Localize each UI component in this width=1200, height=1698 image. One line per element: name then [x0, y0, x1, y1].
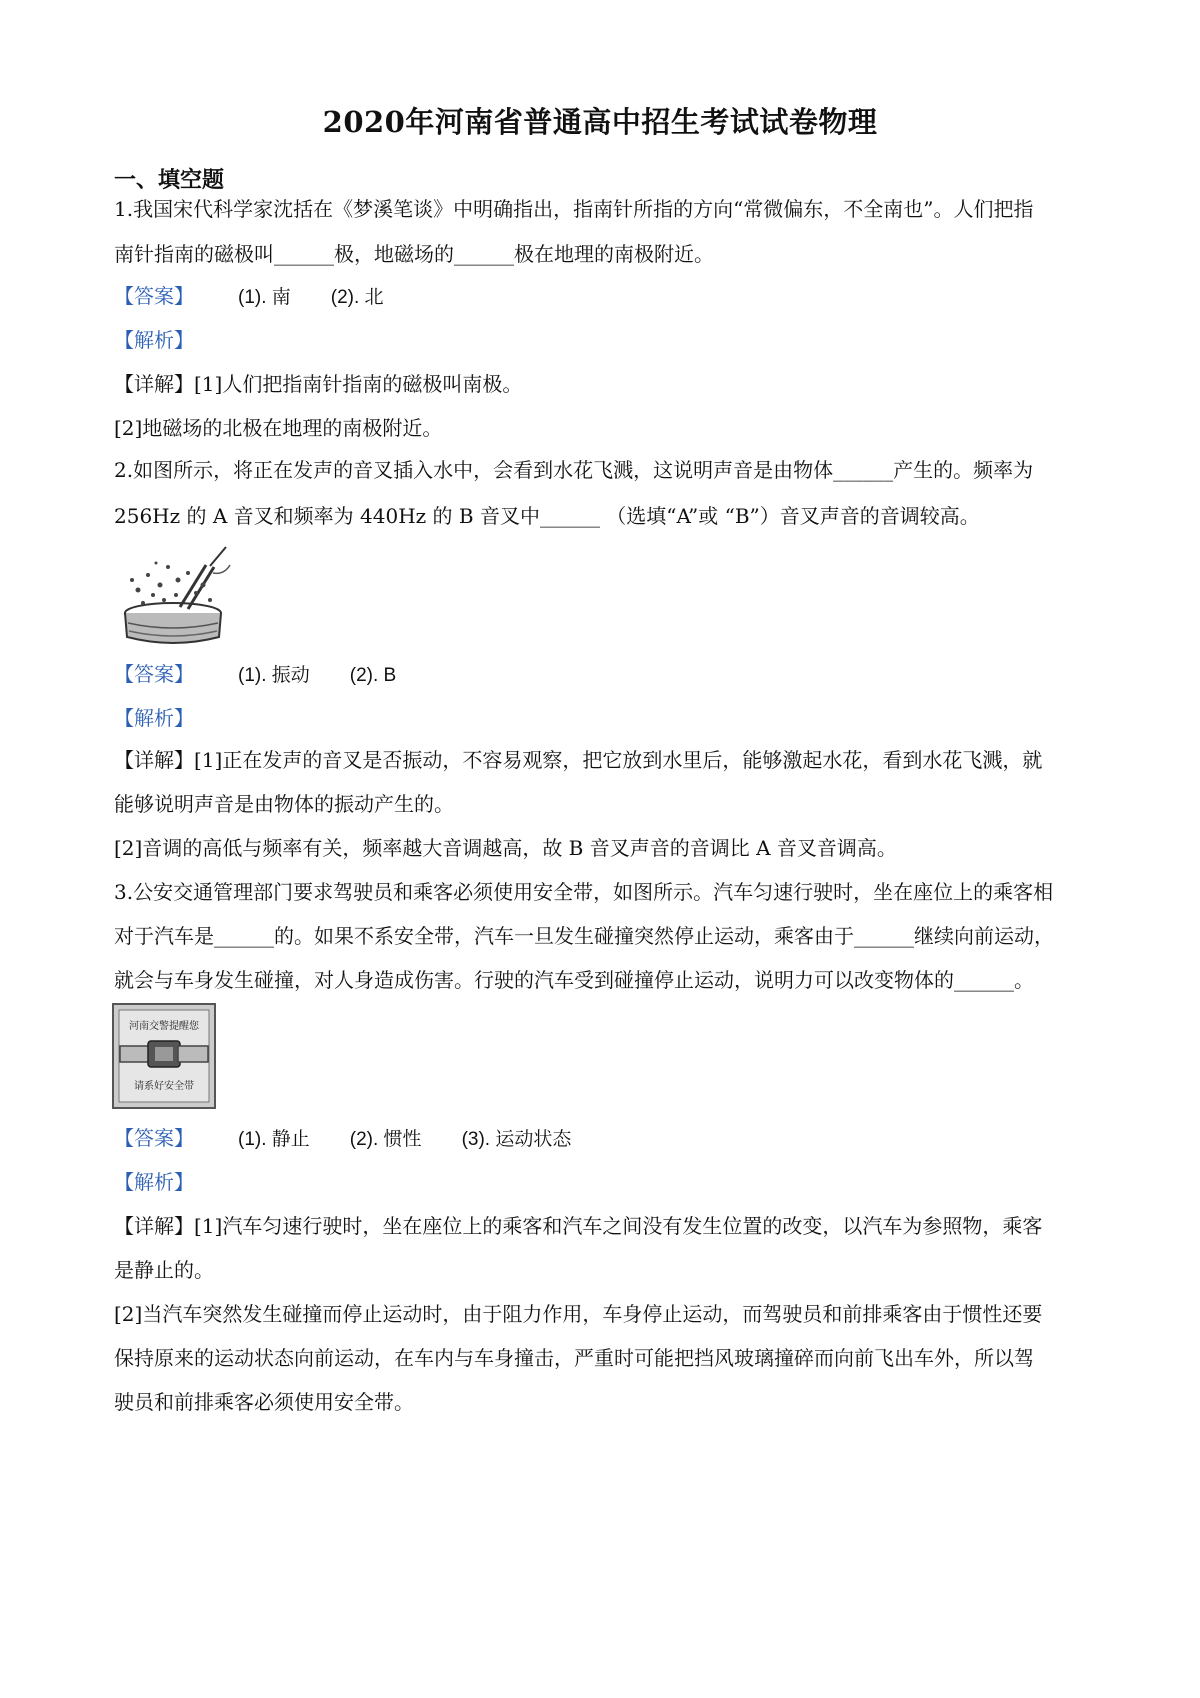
q2-answer [114, 660, 1094, 690]
answer-label: 【答案】 [114, 662, 194, 686]
q3-detail-1-cont: 是静止的。 [114, 1258, 214, 1282]
q3-answer-2: (2). 惯性 [349, 1129, 422, 1150]
section-heading: 一、填空题 [114, 167, 225, 193]
q2-detail-2: [2]音调的高低与频率有关，频率越大音调越高，故 B 音叉声音的音调比 A 音叉音调高。 [114, 836, 897, 860]
q3-text-line-2: 对于汽车是______的。如果不系安全带，汽车一旦发生碰撞突然停止运动，乘客由于______继续向前运动， [114, 924, 1054, 948]
q3-analysis-label: 【解析】 [114, 1170, 194, 1194]
q1-analysis-label: 【解析】 [114, 328, 194, 352]
q3-detail-2: [2]当汽车突然发生碰撞而停止运动时，由于阻力作用，车身停止运动，而驾驶员和前排乘客由于惯性还要 [114, 1302, 1043, 1326]
q3-text-line-1: 3.公安交通管理部门要求驾驶员和乘客必须使用安全带，如图所示。汽车匀速行驶时，坐在座位上的乘客相 [114, 880, 1054, 904]
q3-detail-2-cont: 保持原来的运动状态向前运动，在车内与车身撞击，严重时可能把挡风玻璃撞碎而向前飞出车外，所以驾 [114, 1346, 1034, 1370]
q3-text-line-3: 就会与车身发生碰撞，对人身造成伤害。行驶的汽车受到碰撞停止运动，说明力可以改变物体的______。 [114, 968, 1034, 992]
q2-analysis-label: 【解析】 [114, 706, 194, 730]
detail-label: 【详解】 [114, 372, 194, 396]
q2-answer-1: (1). 振动 [238, 665, 310, 686]
q3-answer-1: (1). 静止 [238, 1129, 310, 1150]
q2-detail-1: 【详解】[1]正在发声的音叉是否振动，不容易观察，把它放到水里后，能够激起水花，看到水花飞溅，就 [114, 748, 1043, 772]
q3-answer [114, 1124, 1094, 1154]
q1-answer-1: (1). 南 [238, 287, 291, 308]
seatbelt-sign-figure [112, 1003, 216, 1109]
q2-detail-1-cont: 能够说明声音是由物体的振动产生的。 [114, 792, 454, 816]
q2-text-line-1: 2.如图所示，将正在发声的音叉插入水中，会看到水花飞溅，这说明声音是由物体______产生的。频率为 [114, 458, 1034, 482]
sign-top-text: 河南交警提醒您 [129, 1021, 199, 1032]
q3-detail-2-end: 驶员和前排乘客必须使用安全带。 [114, 1390, 414, 1414]
answer-label: 【答案】 [114, 1126, 194, 1150]
detail-label: 【详解】 [114, 748, 194, 772]
q1-text-line-2: 南针指南的磁极叫______极，地磁场的______极在地理的南极附近。 [114, 242, 714, 266]
tuning-fork-in-water-figure [118, 545, 238, 645]
q3-answer-3: (3). 运动状态 [461, 1129, 572, 1150]
q1-answer [114, 282, 1094, 312]
q2-answer-2: (2). B [349, 665, 397, 686]
sign-bottom-text: 请系好安全带 [134, 1081, 194, 1092]
q1-detail-1: 【详解】[1]人们把指南针指南的磁极叫南极。 [114, 372, 523, 396]
q3-detail-1: 【详解】[1]汽车匀速行驶时，坐在座位上的乘客和汽车之间没有发生位置的改变，以汽车为参照物，乘客 [114, 1214, 1043, 1238]
page-title: 2020年河南省普通高中招生考试试卷物理 [322, 105, 878, 139]
detail-label: 【详解】 [114, 1214, 194, 1238]
answer-label: 【答案】 [114, 284, 194, 308]
q2-text-line-2: 256Hz 的 A 音叉和频率为 440Hz 的 B 音叉中______ （选填“A”或 “B”）音叉声音的音调较高。 [114, 504, 980, 528]
q1-text-line-1: 1.我国宋代科学家沈括在《梦溪笔谈》中明确指出，指南针所指的方向“常微偏东，不全南也”。人们把指 [114, 197, 1034, 221]
q1-answer-2: (2). 北 [330, 287, 384, 308]
q1-detail-2: [2]地磁场的北极在地理的南极附近。 [114, 416, 443, 440]
